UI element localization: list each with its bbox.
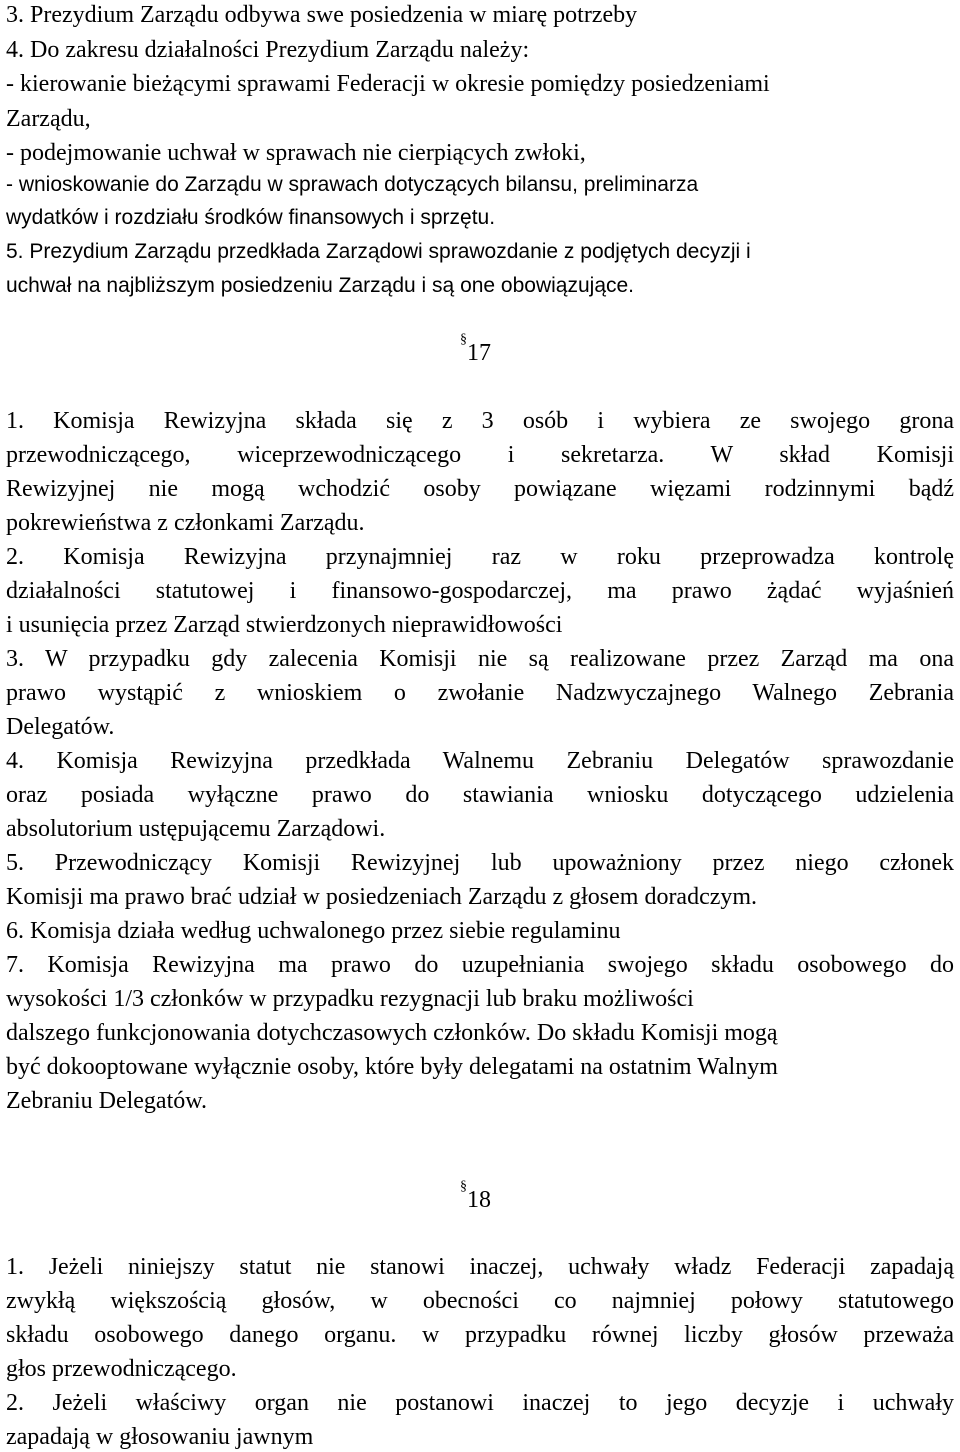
paragraph-line: działalności statutowej i finansowo-gospodarczej, ma prawo żądać wyjaśnień xyxy=(6,578,954,604)
paragraph-line: być dokooptowane wyłącznie osoby, które były delegatami na ostatnim Walnym xyxy=(6,1054,778,1080)
paragraph-line: 5. Przewodniczący Komisji Rewizyjnej lub upoważniony przez niego członek xyxy=(6,850,954,876)
paragraph-line: i usunięcia przez Zarząd stwierdzonych nieprawidłowości xyxy=(6,612,563,638)
paragraph-line: 3. Prezydium Zarządu odbywa swe posiedzenia w miarę potrzeby xyxy=(6,2,638,28)
section-heading-17 xyxy=(460,332,491,366)
paragraph-line: 4. Komisja Rewizyjna przedkłada Walnemu Zebraniu Delegatów sprawozdanie xyxy=(6,748,954,774)
paragraph-line: prawo wystąpić z wnioskiem o zwołanie Nadzwyczajnego Walnego Zebrania xyxy=(6,680,954,706)
paragraph-line: 6. Komisja działa według uchwalonego przez siebie regulaminu xyxy=(6,918,621,944)
paragraph-line: głos przewodniczącego. xyxy=(6,1356,237,1382)
section-sign: § xyxy=(460,1179,467,1194)
paragraph-line: wysokości 1/3 członków w przypadku rezygnacji lub braku możliwości xyxy=(6,986,694,1012)
paragraph-line: - kierowanie bieżącymi sprawami Federacji w okresie pomiędzy posiedzeniami xyxy=(6,71,770,97)
paragraph-line: 7. Komisja Rewizyjna ma prawo do uzupełniania swojego składu osobowego do xyxy=(6,952,954,978)
paragraph-line: uchwał na najbliższym posiedzeniu Zarządu i są one obowiązujące. xyxy=(6,274,635,297)
paragraph-line: 1. Komisja Rewizyjna składa się z 3 osób i wybiera ze swojego grona xyxy=(6,408,954,434)
paragraph-line: przewodniczącego, wiceprzewodniczącego i sekretarza. W skład Komisji xyxy=(6,442,954,468)
paragraph-line: Zebraniu Delegatów. xyxy=(6,1088,208,1114)
paragraph-line: - wnioskowanie do Zarządu w sprawach dotyczących bilansu, preliminarza xyxy=(6,173,699,196)
paragraph-line: pokrewieństwa z członkami Zarządu. xyxy=(6,510,365,536)
paragraph-line: 3. W przypadku gdy zalecenia Komisji nie są realizowane przez Zarząd ma ona xyxy=(6,646,954,672)
paragraph-line: 2. Komisja Rewizyjna przynajmniej raz w roku przeprowadza kontrolę xyxy=(6,544,954,570)
section-sign: § xyxy=(460,332,467,347)
paragraph-line: wydatków i rozdziału środków finansowych i sprzętu. xyxy=(6,206,496,229)
paragraph-line: Rewizyjnej nie mogą wchodzić osoby powiązane więzami rodzinnymi bądź xyxy=(6,476,954,502)
paragraph-line: Delegatów. xyxy=(6,714,115,740)
paragraph-line: zapadają w głosowaniu jawnym xyxy=(6,1424,314,1450)
paragraph-line: dalszego funkcjonowania dotychczasowych członków. Do składu Komisji mogą xyxy=(6,1020,778,1046)
paragraph-line: Zarządu, xyxy=(6,106,91,132)
paragraph-line: 4. Do zakresu działalności Prezydium Zarządu należy: xyxy=(6,37,530,63)
paragraph-line: absolutorium ustępującemu Zarządowi. xyxy=(6,816,386,842)
paragraph-line: składu osobowego danego organu. w przypadku równej liczby głosów przeważa xyxy=(6,1322,954,1348)
paragraph-line: - podejmowanie uchwał w sprawach nie cierpiących zwłoki, xyxy=(6,140,586,166)
paragraph-line: 2. Jeżeli właściwy organ nie postanowi inaczej to jego decyzje i uchwały xyxy=(6,1390,954,1416)
paragraph-line: oraz posiada wyłączne prawo do stawiania wniosku dotyczącego udzielenia xyxy=(6,782,954,808)
section-heading-18 xyxy=(460,1179,491,1213)
section-number: 18 xyxy=(467,1187,491,1213)
paragraph-line: 1. Jeżeli niniejszy statut nie stanowi inaczej, uchwały władz Federacji zapadają xyxy=(6,1254,954,1280)
paragraph-line: 5. Prezydium Zarządu przedkłada Zarządowi sprawozdanie z podjętych decyzji i xyxy=(6,240,751,263)
paragraph-line: Komisji ma prawo brać udział w posiedzeniach Zarządu z głosem doradczym. xyxy=(6,884,758,910)
paragraph-line: zwykłą większością głosów, w obecności co najmniej połowy statutowego xyxy=(6,1288,954,1314)
section-number: 17 xyxy=(467,340,491,366)
